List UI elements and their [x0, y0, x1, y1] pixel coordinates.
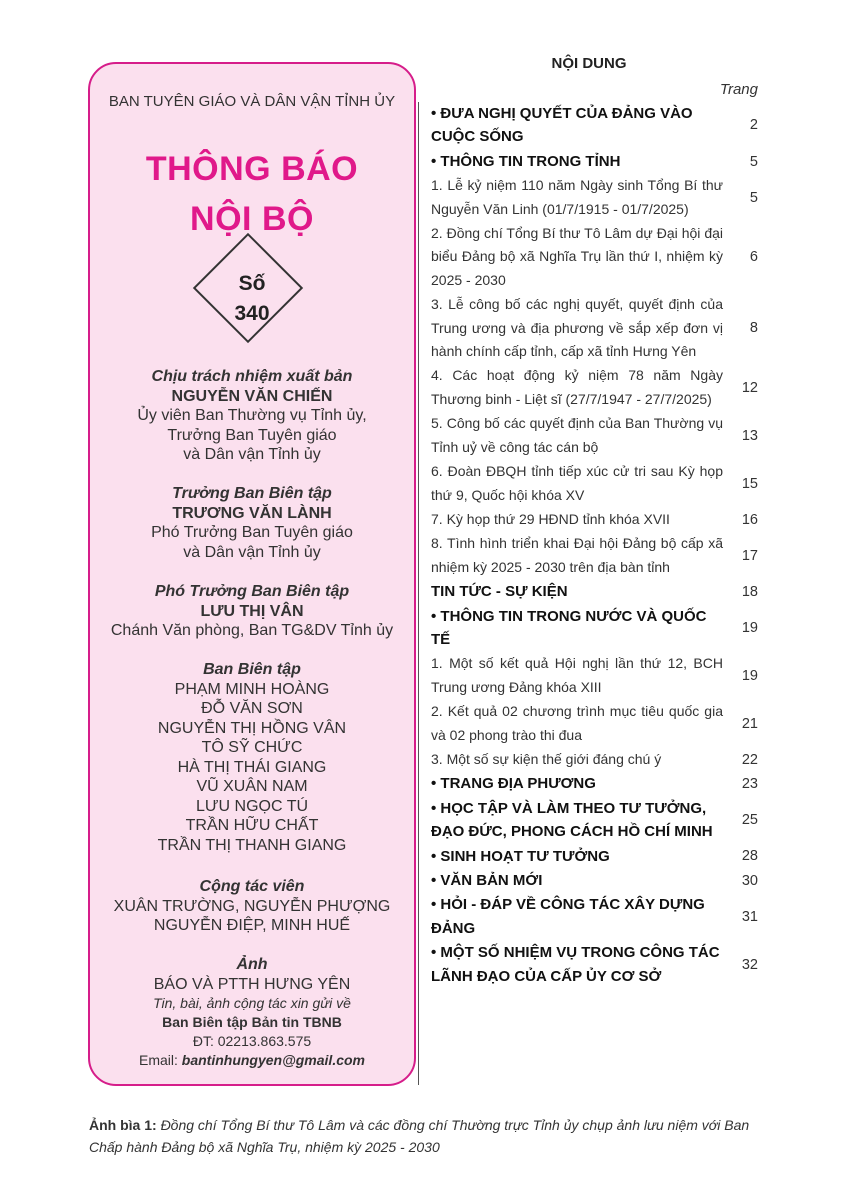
- agency-name: BAN TUYÊN GIÁO VÀ DÂN VẬN TỈNH ỦY: [108, 93, 396, 110]
- toc-entry-text: 5. Công bố các quyết định của Ban Thường vụ Tỉnh uỷ về công tác cán bộ: [431, 415, 723, 455]
- toc-entry: [431, 605, 758, 653]
- contact-email-line: [90, 1051, 414, 1070]
- toc-entry-text: • SINH HOẠT TƯ TƯỞNG: [431, 847, 610, 865]
- photo-role: Ảnh: [236, 956, 268, 973]
- toc-entry-page: 22: [741, 751, 758, 768]
- toc-entry: [431, 941, 758, 989]
- toc-entry-page: 18: [741, 583, 758, 600]
- toc-entry: [431, 508, 758, 532]
- toc-entry-text: 3. Một số sự kiện thế giới đáng chú ý: [431, 750, 662, 767]
- toc-entry: [431, 412, 758, 460]
- toc-entry-page: 32: [741, 956, 758, 973]
- toc-entry-page: 25: [741, 812, 758, 829]
- contact-phone: ĐT: 02213.863.575: [192, 1033, 312, 1049]
- editorial-board-member: ĐỖ VĂN SƠN: [201, 700, 303, 717]
- photo-block: [90, 955, 414, 1070]
- toc-entry-text: 6. Đoàn ĐBQH tỉnh tiếp xúc cử tri sau Kỳ họp thứ 9, Quốc hội khóa XV: [431, 463, 723, 503]
- toc-entry: [431, 102, 758, 150]
- toc-entry-page: 30: [741, 872, 758, 889]
- editor-in-chief-block: [90, 484, 414, 562]
- toc-entry: [431, 174, 758, 222]
- toc-entry-text: 2. Kết quả 02 chương trình mục tiêu quốc gia và 02 phong trào thi đua: [431, 703, 723, 743]
- toc-entry: [431, 150, 758, 174]
- toc-entry-page: 31: [741, 908, 758, 925]
- email-label: Email:: [138, 1052, 182, 1068]
- toc-entry-page: 21: [741, 715, 758, 732]
- publisher-title-line: Ủy viên Ban Thường vụ Tỉnh ủy,: [137, 407, 367, 424]
- toc-entry-text: • ĐƯA NGHỊ QUYẾT CỦA ĐẢNG VÀO CUỘC SỐNG: [431, 105, 693, 146]
- toc-entry-text: 2. Đồng chí Tổng Bí thư Tô Lâm dự Đại hội đại biểu Đảng bộ xã Nghĩa Trụ lần thứ I, nhiệm kỳ 2025 - 2030: [431, 225, 723, 288]
- toc-entry-page: 6: [749, 249, 758, 266]
- submission-recipient: Ban Biên tập Bản tin TBNB: [162, 1014, 342, 1030]
- toc-entry: [431, 772, 758, 796]
- toc-entry: [431, 869, 758, 893]
- toc-entry-text: • HỎI - ĐÁP VỀ CÔNG TÁC XÂY DỰNG ĐẢNG: [431, 896, 705, 937]
- toc-entry: [431, 580, 758, 604]
- toc-entry: [431, 700, 758, 748]
- issue-label: Số: [238, 272, 266, 295]
- publication-title-line1: THÔNG BÁO: [145, 150, 359, 188]
- toc-entry-text: 1. Lễ kỷ niệm 110 năm Ngày sinh Tổng Bí thư Nguyễn Văn Linh (01/7/1915 - 01/7/2025): [431, 177, 723, 217]
- table-of-contents: [431, 102, 758, 989]
- toc-entry-text: 1. Một số kết quả Hội nghị lần thứ 12, BCH Trung ương Đảng khóa XIII: [431, 655, 723, 695]
- toc-entry-text: • THÔNG TIN TRONG NƯỚC VÀ QUỐC TẾ: [431, 607, 707, 648]
- toc-entry-page: 13: [741, 427, 758, 444]
- toc-entry-page: 28: [741, 848, 758, 865]
- submission-note: Tin, bài, ảnh cộng tác xin gửi về: [153, 995, 351, 1011]
- toc-entry-page: 23: [741, 776, 758, 793]
- toc-entry-text: • HỌC TẬP VÀ LÀM THEO TƯ TƯỞNG, ĐẠO ĐỨC, PHONG CÁCH HỒ CHÍ MINH: [431, 799, 713, 841]
- toc-entry-page: 12: [741, 379, 758, 396]
- toc-entry: [431, 748, 758, 772]
- toc-entry: [431, 364, 758, 412]
- masthead-panel: [88, 62, 416, 1086]
- editorial-board-member: VŨ XUÂN NAM: [196, 778, 308, 795]
- toc-divider-line: [418, 102, 419, 1085]
- toc-entry-text: • VĂN BẢN MỚI: [431, 872, 543, 889]
- toc-entry: [431, 652, 758, 700]
- deputy-editor-name: LƯU THỊ VÂN: [200, 602, 304, 620]
- toc-entry-text: TIN TỨC - SỰ KIỆN: [431, 583, 568, 601]
- toc-entry-text: 4. Các hoạt động kỷ niệm 78 năm Ngày Thương binh - Liệt sĩ (27/7/1947 - 27/7/2025): [431, 367, 723, 407]
- publisher-name: NGUYỄN VĂN CHIẾN: [171, 387, 333, 405]
- photo-credit: BÁO VÀ PTTH HƯNG YÊN: [153, 975, 351, 993]
- toc-entry-text: 8. Tình hình triển khai Đại hội Đảng bộ cấp xã nhiệm kỳ 2025 - 2030 trên địa bàn tỉnh: [431, 535, 723, 575]
- publisher-role: Chịu trách nhiệm xuất bản: [151, 368, 353, 385]
- editorial-board-member: TRẦN THỊ THANH GIANG: [157, 836, 347, 854]
- deputy-editor-block: [90, 582, 414, 641]
- contact-email: bantinhungyen@gmail.com: [181, 1052, 365, 1068]
- toc-entry: [431, 893, 758, 941]
- toc-entry-page: 17: [741, 547, 758, 564]
- toc-title: NỘI DUNG: [551, 55, 627, 72]
- editor-in-chief-name: TRƯƠNG VĂN LÀNH: [172, 504, 332, 522]
- caption-label: Ảnh bìa 1:: [89, 1117, 161, 1133]
- contributors-block: [90, 877, 414, 936]
- cover-caption: [89, 1114, 759, 1158]
- editorial-board-member: TÔ SỸ CHỨC: [201, 739, 303, 756]
- toc-entry-page: 5: [749, 153, 758, 170]
- toc-entry-page: 16: [741, 511, 758, 528]
- editor-in-chief-role: Trưởng Ban Biên tập: [172, 485, 332, 502]
- editorial-board-member: HÀ THỊ THÁI GIANG: [177, 758, 327, 776]
- toc-entry: [431, 797, 758, 845]
- editorial-board-block: [90, 660, 414, 855]
- toc-entry-text: • THÔNG TIN TRONG TỈNH: [431, 152, 621, 170]
- toc-entry-text: • TRANG ĐỊA PHƯƠNG: [431, 775, 596, 793]
- contributors-line: XUÂN TRƯỜNG, NGUYỄN PHƯỢNG: [113, 897, 391, 915]
- publisher-title-line: và Dân vận Tỉnh ủy: [183, 446, 321, 463]
- deputy-editor-role: Phó Trưởng Ban Biên tập: [154, 583, 350, 600]
- toc-entry: [431, 845, 758, 869]
- editorial-board-member: LƯU NGỌC TÚ: [195, 797, 309, 815]
- toc-entry-text: 3. Lễ công bố các nghị quyết, quyết định của Trung ương và địa phương về sắp xếp đơn vị hành chính cấp tỉnh, cấp xã tỉnh Hưng Yên: [431, 296, 723, 360]
- toc-entry-page: 19: [741, 667, 758, 684]
- editorial-board-member: NGUYỄN THỊ HỒNG VÂN: [157, 719, 347, 737]
- toc-entry-text: • MỘT SỐ NHIỆM VỤ TRONG CÔNG TÁC LÃNH ĐẠO CỦA CẤP ỦY CƠ SỞ: [431, 944, 720, 985]
- toc-page-header: Trang: [719, 81, 758, 98]
- editorial-board-member: TRẦN HỮU CHẤT: [185, 817, 319, 834]
- toc-entry-page: 2: [749, 117, 758, 134]
- toc-entry-page: 5: [749, 189, 758, 206]
- editorial-board-member: PHẠM MINH HOÀNG: [174, 680, 330, 698]
- toc-entry: [431, 460, 758, 508]
- caption-text: Đồng chí Tổng Bí thư Tô Lâm và các đồng chí Thường trực Tỉnh ủy chụp ảnh lưu niệm với Ban Chấp hành Đảng bộ xã Nghĩa Trụ, nhiệm kỳ 2025 - 2030: [89, 1117, 750, 1155]
- toc-entry: [431, 293, 758, 364]
- contributors-role: Cộng tác viên: [199, 878, 305, 895]
- toc-entry-page: 8: [749, 320, 758, 337]
- deputy-editor-title-line: Chánh Văn phòng, Ban TG&DV Tỉnh ủy: [110, 622, 394, 639]
- toc-entry: [431, 532, 758, 580]
- publication-title-line2: NỘI BỘ: [190, 200, 314, 238]
- toc-entry: [431, 222, 758, 293]
- toc-entry-page: 19: [741, 619, 758, 636]
- contributors-line: NGUYỄN ĐIỆP, MINH HUẾ: [153, 917, 351, 934]
- editor-in-chief-title-line: và Dân vận Tỉnh ủy: [183, 543, 321, 561]
- issue-number: 340: [234, 302, 270, 325]
- editor-in-chief-title-line: Phó Trưởng Ban Tuyên giáo: [151, 524, 353, 541]
- editorial-board-role: Ban Biên tập: [203, 661, 301, 678]
- publisher-block: [90, 367, 414, 465]
- toc-entry-page: 15: [741, 475, 758, 492]
- publisher-title-line: Trưởng Ban Tuyên giáo: [167, 426, 337, 444]
- toc-entry-text: 7. Kỳ họp thứ 29 HĐND tỉnh khóa XVII: [431, 510, 670, 527]
